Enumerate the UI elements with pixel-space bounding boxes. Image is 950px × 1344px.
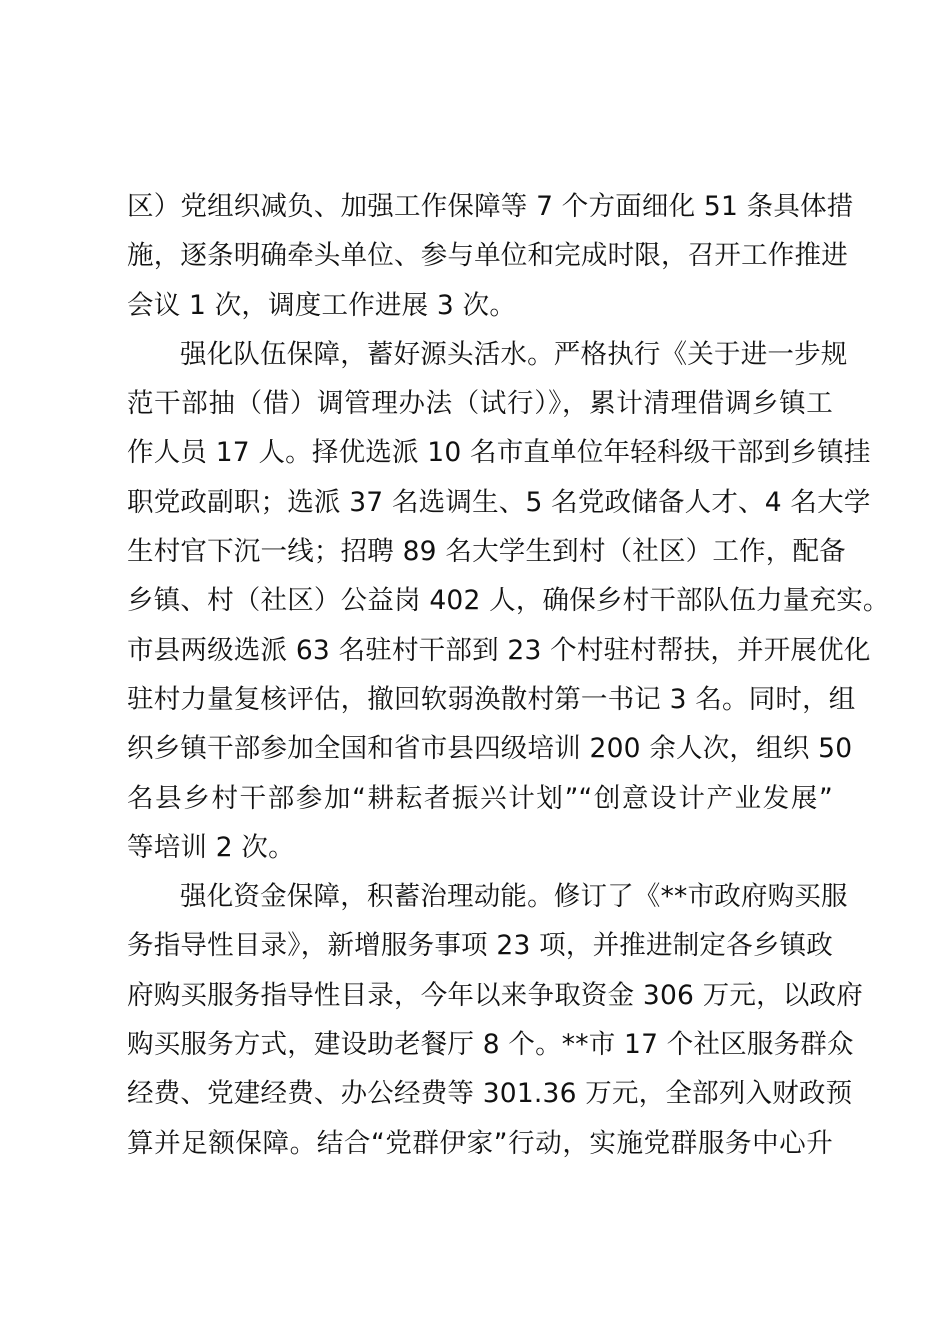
text-line: 驻村力量复核评估，撤回软弱涣散村第一书记 3 名。同时，组 — [127, 683, 856, 715]
text-line: 府购买服务指导性目录，今年以来争取资金 306 万元，以政府 — [127, 979, 863, 1011]
text-line: 强化队伍保障，蓄好源头活水。严格执行《关于进一步规 — [180, 338, 848, 370]
text-line: 施，逐条明确牵头单位、参与单位和完成时限，召开工作推进 — [127, 240, 848, 272]
text-line: 生村官下沉一线；招聘 89 名大学生到村（社区）工作，配备 — [127, 536, 846, 568]
text-line: 名县乡村干部参加“耕耘者振兴计划”“创意设计产业发展” — [127, 782, 833, 814]
text-line: 等培训 2 次。 — [127, 831, 295, 863]
text-line: 作人员 17 人。择优选派 10 名市直单位年轻科级干部到乡镇挂 — [127, 437, 871, 469]
text-line: 购买服务方式，建设助老餐厅 8 个。**市 17 个社区服务群众 — [127, 1029, 854, 1061]
text-line: 范干部抽（借）调管理办法（试行）》，累计清理借调乡镇工 — [127, 388, 833, 420]
text-line: 算并足额保障。结合“党群伊家”行动，实施党群服务中心升 — [127, 1127, 833, 1159]
paragraph-2 — [127, 330, 890, 872]
text-line: 务指导性目录》，新增服务事项 23 项，并推进制定各乡镇政 — [127, 930, 833, 962]
text-line: 经费、党建经费、办公经费等 301.36 万元，全部列入财政预 — [127, 1078, 853, 1110]
text-line: 市县两级选派 63 名驻村干部到 23 个村驻村帮扶，并开展优化 — [127, 634, 871, 666]
paragraph-1 — [127, 182, 854, 330]
text-line: 会议 1 次，调度工作进展 3 次。 — [127, 289, 517, 321]
text-line: 强化资金保障，积蓄治理动能。修订了《**市政府购买服 — [180, 881, 848, 913]
document-body — [127, 182, 890, 1168]
text-line: 乡镇、村（社区）公益岗 402 人，确保乡村干部队伍力量充实。 — [127, 585, 890, 617]
text-line: 织乡镇干部参加全国和省市县四级培训 200 余人次，组织 50 — [127, 733, 853, 765]
text-line: 区）党组织减负、加强工作保障等 7 个方面细化 51 条具体措 — [127, 191, 854, 222]
paragraph-3 — [127, 872, 863, 1168]
text-line: 职党政副职；选派 37 名选调生、5 名党政储备人才、4 名大学 — [127, 486, 871, 518]
